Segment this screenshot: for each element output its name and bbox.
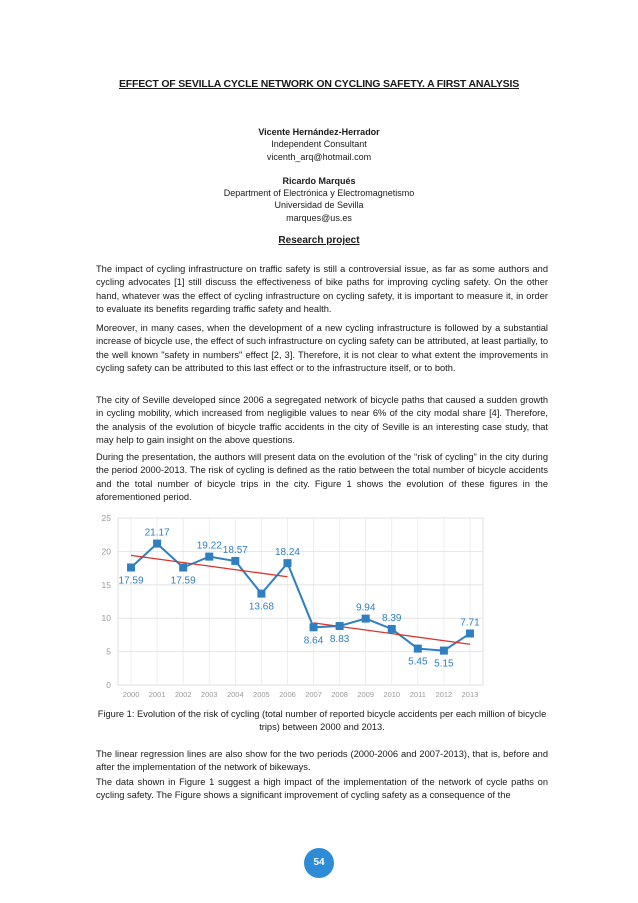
- y-tick-label: 15: [101, 579, 111, 590]
- x-tick-label: 2008: [331, 690, 348, 699]
- data-point: [153, 540, 161, 548]
- data-point: [336, 622, 344, 630]
- author-2-institution: Universidad de Sevilla: [274, 200, 364, 211]
- section-heading: Research project: [278, 235, 360, 246]
- risk-of-cycling-chart: [91, 509, 491, 703]
- y-tick-label: 20: [101, 546, 111, 557]
- data-point: [127, 563, 135, 571]
- data-label: 19.22: [196, 540, 222, 552]
- x-tick-label: 2010: [383, 690, 401, 699]
- x-tick-label: 2003: [200, 690, 218, 699]
- author-block: [0, 126, 638, 224]
- data-label: 8.64: [303, 635, 324, 647]
- author-1-email: vicenth_arq@hotmail.com: [266, 151, 372, 162]
- x-tick-label: 2004: [226, 690, 244, 699]
- x-tick-label: 2000: [122, 690, 140, 699]
- data-point: [414, 645, 422, 653]
- body-paragraph: The city of Seville developed since 2006 a segregated network of bicycle paths that caused a sudden growth in cycling mobility, which increased from negligible values to near 6% of the city modal share [4]. Therefore, the analysis of the evolution of bicycle traffic accidents in the city of Seville is an interesting case study, that may help to gain insight on the above questions.: [96, 395, 548, 446]
- data-label: 8.83: [329, 634, 350, 646]
- paper-title: EFFECT OF SEVILLA CYCLE NETWORK ON CYCLING SAFETY. A FIRST ANALYSIS: [118, 78, 519, 90]
- body-paragraph: During the presentation, the authors will present data on the evolution of the “risk of cycling” in the city during the period 2000-2013. The risk of cycling is defined as the ratio between the total number of bicycle accidents and the total number of bicycle trips in the city. Figure 1 shows the evolution of these figures in the aforementioned period.: [96, 452, 548, 503]
- data-label: 17.59: [118, 575, 144, 587]
- data-point: [310, 623, 318, 631]
- x-tick-label: 2006: [279, 690, 296, 699]
- y-tick-label: 0: [106, 680, 111, 690]
- data-label: 17.59: [170, 575, 196, 587]
- x-tick-label: 2009: [357, 690, 375, 699]
- x-tick-label: 2012: [435, 690, 453, 699]
- body-paragraph: The linear regression lines are also show for the two periods (2000-2006 and 2007-2013), that is, before and after the implementation of the network of bikeways.: [96, 749, 548, 773]
- x-tick-label: 2007: [305, 690, 322, 699]
- data-label: 8.39: [382, 612, 402, 624]
- data-point: [466, 629, 474, 637]
- data-point: [283, 559, 291, 567]
- data-point: [362, 615, 370, 623]
- body-paragraph: The impact of cycling infrastructure on traffic safety is still a controversial issue, as far as some authors and cycling advocates [1] still discuss the effectiveness of bike paths for improving cycling safety. On the other hand, whatever was the effect of cycling infrastructure on cycling safety, it is important to measure it, in order to evaluate its benefits regarding traffic safety and health.: [96, 264, 548, 315]
- author-1-name: Vicente Hernández-Herrador: [258, 127, 380, 137]
- figure-caption: Figure 1: Evolution of the risk of cycling (total number of reported bicycle accidents per each million of bicycle trips) between 2000 and 2013.: [97, 709, 547, 733]
- data-label: 9.94: [355, 602, 376, 614]
- data-point: [179, 563, 187, 571]
- data-point: [388, 625, 396, 633]
- y-tick-label: 5: [106, 646, 111, 657]
- data-label: 18.24: [274, 547, 300, 559]
- x-tick-label: 2002: [174, 690, 192, 699]
- y-tick-label: 25: [101, 513, 111, 523]
- body-paragraph: The data shown in Figure 1 suggest a high impact of the implementation of the network of cycle paths on cycling safety. The Figure shows a significant improvement of cycling safety as a consequence of the: [96, 777, 548, 801]
- series-line: [131, 544, 470, 651]
- x-tick-label: 2001: [148, 690, 166, 699]
- data-label: 21.17: [144, 527, 170, 539]
- data-point: [440, 647, 448, 655]
- x-tick-label: 2013: [461, 690, 479, 699]
- data-point: [231, 557, 239, 565]
- data-label: 13.68: [248, 601, 274, 613]
- author-2-name: Ricardo Marqués: [282, 175, 356, 186]
- data-label: 5.45: [408, 656, 428, 668]
- author-2-affiliation: Department of Electrónica y Electromagnetismo: [223, 188, 415, 199]
- data-point: [257, 590, 265, 598]
- data-label: 5.15: [434, 658, 454, 670]
- x-tick-label: 2005: [253, 690, 270, 699]
- y-tick-label: 10: [101, 613, 111, 624]
- page-number-badge: 54: [304, 848, 334, 878]
- data-point: [205, 553, 213, 561]
- author-1-affiliation: Independent Consultant: [271, 139, 367, 150]
- author-2-email: marques@us.es: [286, 212, 352, 223]
- data-label: 7.71: [460, 617, 480, 629]
- body-paragraph: Moreover, in many cases, when the development of a new cycling infrastructure is followed by a substantial increase of bicycle use, the effect of such infrastructure on cycling safety can be attributed, at least partially, to the well known "safety in numbers" effect [2, 3]. Therefore, it is not clear to what extent the improvements in cycling safety can be attributed to this last effect or to the infrastructure itself, or to both.: [96, 323, 548, 374]
- data-label: 18.57: [222, 544, 248, 556]
- plot-frame: [118, 518, 483, 685]
- x-tick-label: 2011: [409, 690, 426, 699]
